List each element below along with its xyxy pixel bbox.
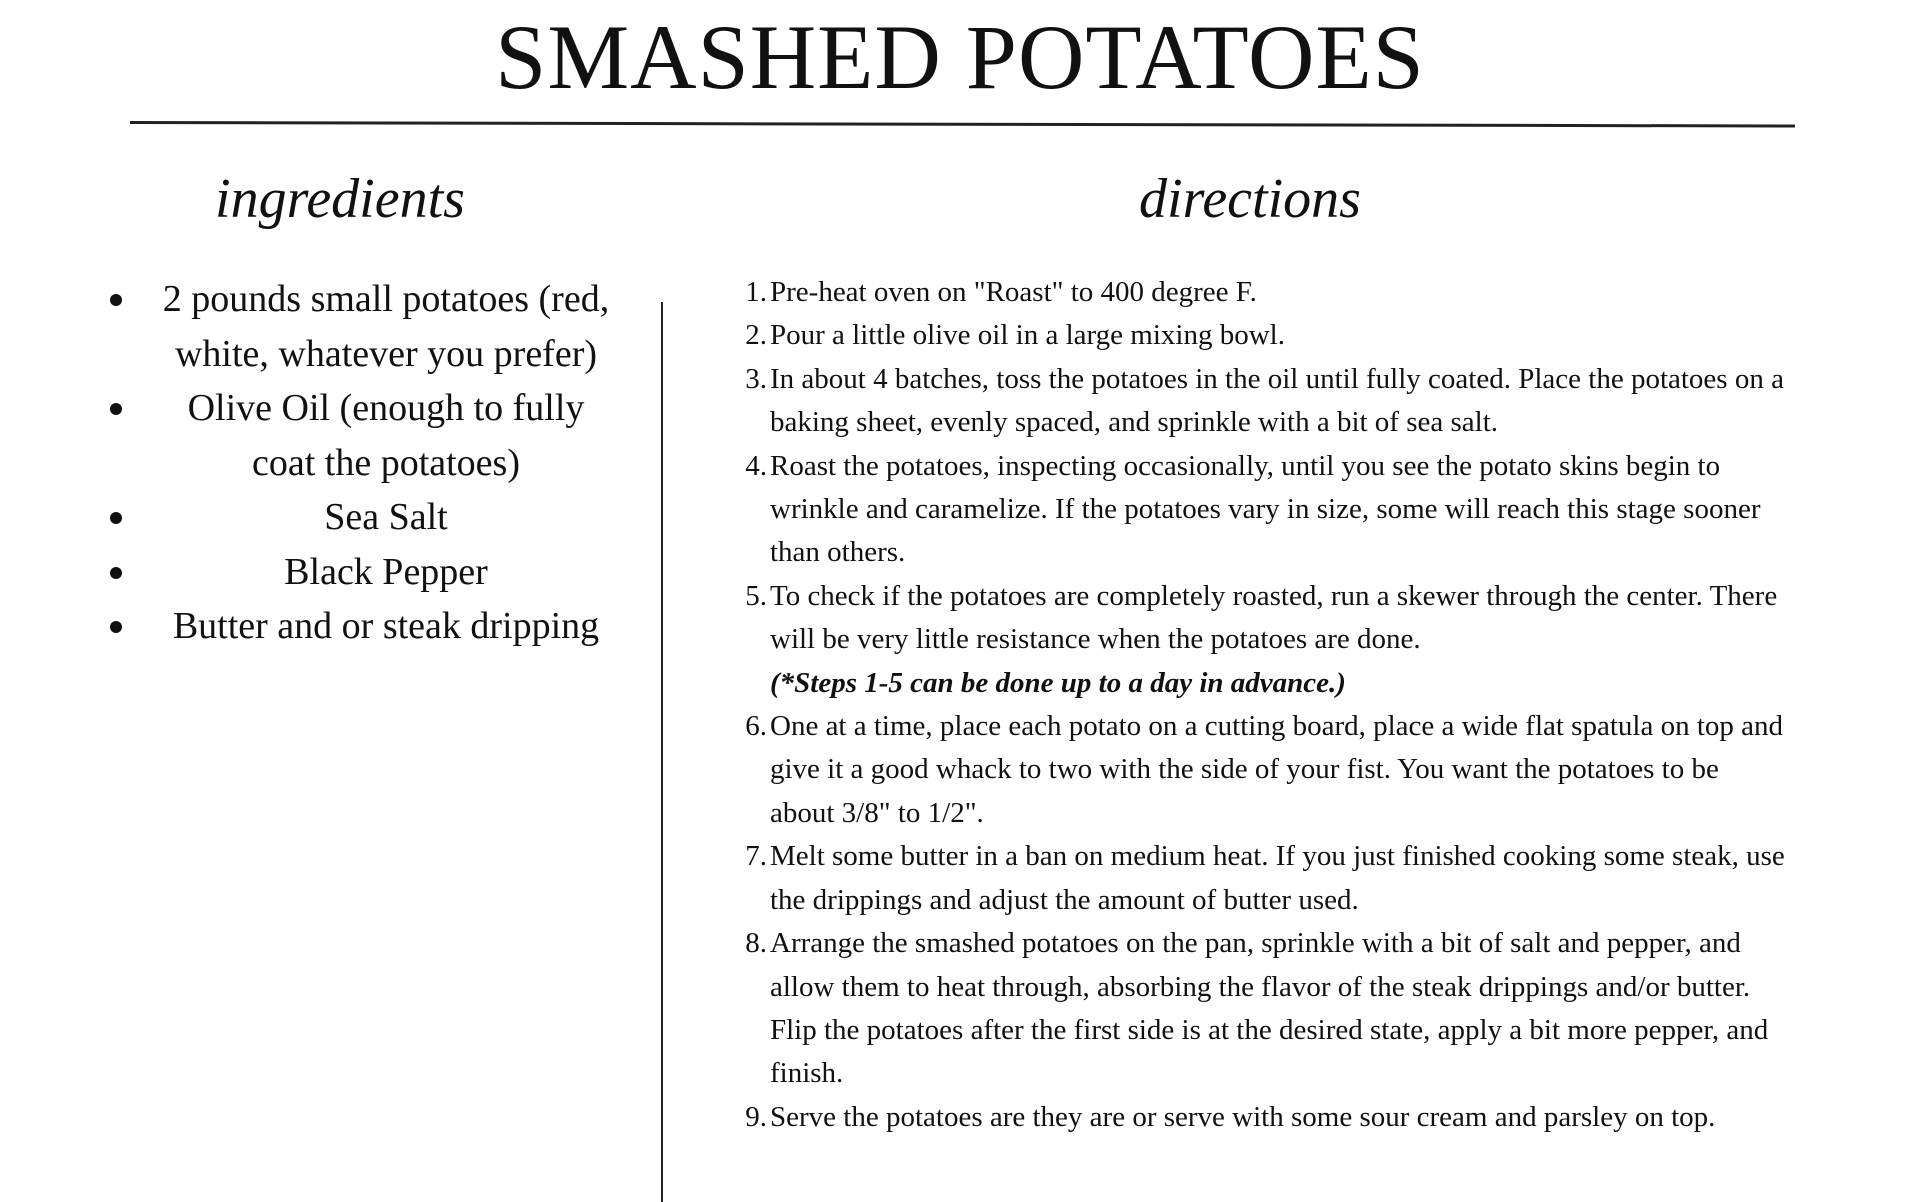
- step-number: 9.: [745, 1100, 767, 1133]
- direction-step: [730, 445, 1790, 575]
- bullet-icon: [110, 567, 122, 579]
- step-text: Serve the potatoes are they are or serve with some sour cream and parsley on top.: [770, 1100, 1716, 1133]
- step-text: Pour a little olive oil in a large mixing bowl.: [770, 319, 1285, 352]
- direction-step: [730, 314, 1790, 357]
- direction-step: [730, 922, 1790, 1096]
- step-number: 6.: [745, 710, 767, 743]
- ingredient-item: [96, 490, 616, 545]
- ingredient-item: [96, 599, 616, 654]
- direction-step: [730, 835, 1790, 922]
- ingredient-text: Olive Oil (enough to fully coat the potatoes): [187, 387, 585, 484]
- column-divider: [661, 302, 663, 1202]
- step-text: Melt some butter in a ban on medium heat. If you just finished cooking some steak, use the drippings and adjust the amount of butter used.: [770, 840, 1785, 916]
- direction-step: [730, 575, 1790, 705]
- step-number: 5.: [745, 579, 767, 612]
- step-text: To check if the potatoes are completely roasted, run a skewer through the center. There will be very little resistance when the potatoes are done.: [770, 579, 1778, 656]
- step-text: In about 4 batches, toss the potatoes in the oil until fully coated. Place the potatoes on a baking sheet, evenly spaced, and sprinkle with a bit of sea salt.: [770, 362, 1784, 439]
- ingredient-item: [96, 381, 616, 490]
- step-number: 1.: [745, 276, 767, 308]
- ingredient-text: Butter and or steak dripping: [172, 605, 600, 647]
- step-number: 8.: [745, 927, 767, 960]
- direction-step: [730, 705, 1790, 835]
- step-text: One at a time, place each potato on a cutting board, place a wide flat spatula on top and give it a good whack to two with the side of your fist. You want the potatoes to be about 3/8" to 1/2".: [770, 710, 1784, 829]
- ingredient-item: [96, 272, 616, 381]
- step-text: Arrange the smashed potatoes on the pan, sprinkle with a bit of salt and pepper, and allow them to heat through, absorbing the flavor of the steak drippings and/or butter. Flip the potatoes after the first side is at the desired state, apply a bit more pepper, and finish.: [770, 927, 1769, 1090]
- advance-note: (*Steps 1-5 can be done up to a day in advance.): [770, 666, 1346, 699]
- ingredient-text: Sea Salt: [324, 496, 448, 538]
- ingredient-text: 2 pounds small potatoes (red, white, whatever you prefer): [162, 278, 610, 375]
- ingredients-list: [96, 272, 616, 654]
- ingredient-item: [96, 545, 616, 600]
- bullet-icon: [110, 403, 122, 415]
- page-title: SMASHED POTATOES: [495, 6, 1425, 108]
- step-number: 3.: [745, 362, 767, 395]
- bullet-icon: [110, 294, 122, 306]
- step-number: 4.: [745, 449, 767, 482]
- ingredient-text: Black Pepper: [284, 550, 488, 593]
- step-text: Roast the potatoes, inspecting occasionally, until you see the potato skins begin to wrinkle and caramelize. If the potatoes vary in size, some will reach this stage sooner than others.: [770, 449, 1761, 569]
- direction-step: [730, 271, 1790, 314]
- direction-step: [730, 1096, 1790, 1139]
- ingredients-heading: ingredients: [215, 168, 465, 230]
- bullet-icon: [110, 621, 122, 633]
- step-text: Pre-heat oven on "Roast" to 400 degree F.: [770, 276, 1257, 308]
- directions-heading: directions: [1139, 168, 1361, 230]
- direction-step: [730, 358, 1790, 445]
- bullet-icon: [110, 512, 122, 524]
- title-underline: [130, 121, 1795, 127]
- step-number: 2.: [745, 319, 767, 352]
- step-number: 7.: [745, 840, 767, 873]
- directions-list: [730, 271, 1790, 1139]
